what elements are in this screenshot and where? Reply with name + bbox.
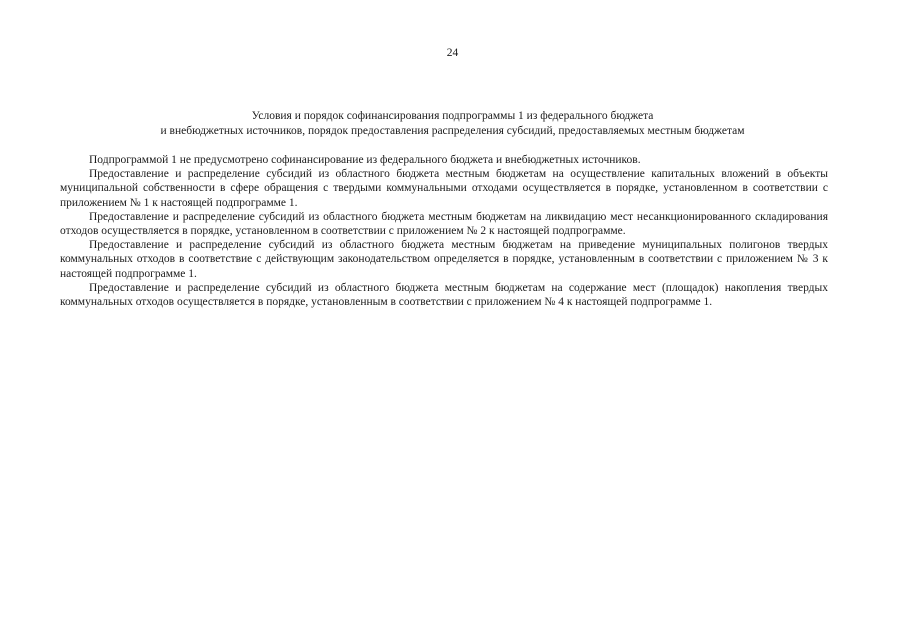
document-body [60, 153, 828, 309]
page-number: 24 [446, 47, 459, 59]
section-heading [60, 109, 845, 139]
section-heading-line-1: Условия и порядок софинансирования подпрограммы 1 из федерального бюджета [251, 110, 654, 122]
paragraph-landfills: Предоставление и распределение субсидий из областного бюджета местным бюджетам на приведение муниципальных полигонов твердых коммунальных отходов в соответствие с действующим законодательством определяется в порядке, установленным в соответствии с приложением № 3 к настоящей подпрограмме 1. [60, 239, 828, 280]
paragraph-unauthorized-dumps: Предоставление и распределение субсидий из областного бюджета местным бюджетам на ликвидацию мест несанкционированного складирования отходов осуществляется в порядке, установленном в соответствии с приложением № 2 к настоящей подпрограмме. [60, 210, 828, 238]
paragraph-cofinancing: Подпрограммой 1 не предусмотрено софинансирование из федерального бюджета и внебюджетных источников. [89, 154, 641, 166]
paragraph-collection-sites: Предоставление и распределение субсидий из областного бюджета местным бюджетам на содержание мест (площадок) накопления твердых коммунальных отходов осуществляется в порядке, установленным в соответствии с приложением № 4 к настоящей подпрограмме 1. [60, 281, 828, 309]
paragraph-capital-investments: Предоставление и распределение субсидий из областного бюджета местным бюджетам на осуществление капитальных вложений в объекты муниципальной собственности в сфере обращения с твердыми коммунальными отходами осуществляется в порядке, установленном в соответствии с приложением № 1 к настоящей подпрограмме 1. [60, 168, 828, 209]
section-heading-line-2: и внебюджетных источников, порядок предоставления распределения субсидий, предоставляемых местным бюджетам [160, 125, 745, 137]
